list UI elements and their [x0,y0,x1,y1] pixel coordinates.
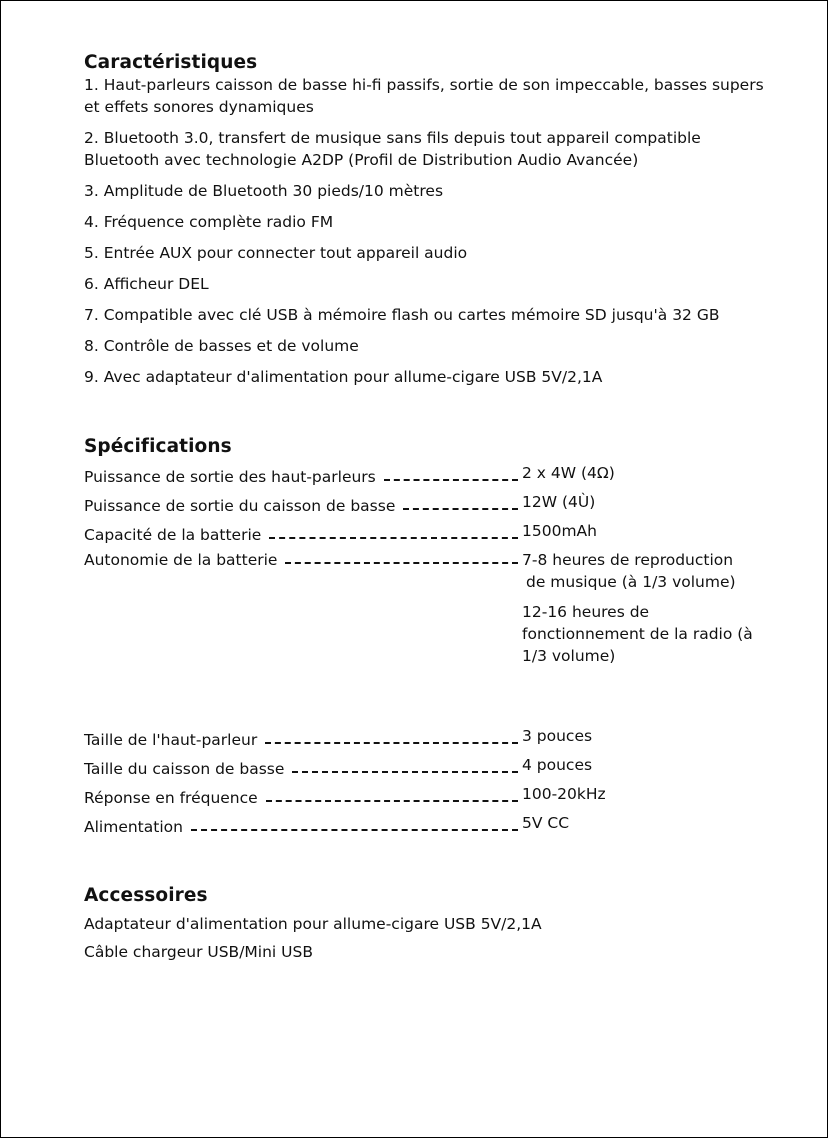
accessories-section [84,885,764,963]
spec-label: Puissance de sortie du caisson de basse [84,496,396,515]
spec-value: 100-20kHz [522,785,606,803]
specs-section [84,436,764,841]
feature-item: 3. Amplitude de Bluetooth 30 pieds/10 mètres [84,182,444,200]
accessory-item: Adaptateur d'alimentation pour allume-cigare USB 5V/2,1A [84,915,542,933]
dash-leader [285,562,518,564]
specs-heading: Spécifications [84,436,232,457]
accessories-heading: Accessoires [84,885,208,906]
dash-leader [403,508,518,510]
spec-label: Autonomie de la batterie [84,551,278,569]
spec-row [84,783,764,812]
features-section [84,52,764,388]
spec-row [84,725,764,754]
spec-value: 3 pouces [522,727,593,745]
dash-leader [191,829,518,831]
spec-value: 5V CC [522,814,570,832]
feature-item: 4. Fréquence complète radio FM [84,213,334,231]
spec-row [84,491,764,520]
spec-value: 2 x 4W (4Ω) [522,464,615,482]
feature-item: 9. Avec adaptateur d'alimentation pour allume-cigare USB 5V/2,1A [84,368,603,386]
spec-value: 4 pouces [522,756,593,774]
spec-label: Taille du caisson de basse [84,759,285,778]
feature-item: 2. Bluetooth 3.0, transfert de musique sans fils depuis tout appareil compatible Bluetooth avec technologie A2DP (Profil de Distribution Audio Avancée) [84,129,701,169]
spec-value [520,549,736,593]
feature-item: 5. Entrée AUX pour connecter tout appareil audio [84,244,468,262]
spec-row [84,520,764,549]
dash-leader [292,771,518,773]
spec-row [84,549,764,593]
spec-value-line: de musique (à 1/3 volume) [526,573,736,591]
spec-label: Taille de l'haut-parleur [84,730,258,749]
spec-label: Puissance de sortie des haut-parleurs [84,467,376,486]
dash-leader [384,479,518,481]
dash-leader [265,742,518,744]
features-heading: Caractéristiques [84,52,258,73]
spec-label: Réponse en fréquence [84,788,258,807]
spec-label: Alimentation [84,817,183,836]
spec-row [84,812,764,841]
spec-value-line: 7-8 heures de reproduction [522,551,734,569]
spec-row [84,754,764,783]
accessories-list [84,913,764,963]
accessory-item: Câble chargeur USB/Mini USB [84,943,313,961]
feature-item: 1. Haut-parleurs caisson de basse hi-fi passifs, sortie de son impeccable, basses supers et effets sonores dynamiques [84,76,764,116]
manual-content [84,52,764,963]
feature-item: 8. Contrôle de basses et de volume [84,337,359,355]
spec-value: 1500mAh [522,522,597,540]
spec-value-extra: 12-16 heures de fonctionnement de la radio (à 1/3 volume) [522,603,753,665]
features-list [84,74,764,388]
dash-leader [266,800,518,802]
spec-label: Capacité de la batterie [84,525,262,544]
spec-value: 12W (4Ù) [522,493,596,511]
feature-item: 6. Afficheur DEL [84,275,209,293]
spec-row [84,462,764,491]
dash-leader [269,537,518,539]
feature-item: 7. Compatible avec clé USB à mémoire flash ou cartes mémoire SD jusqu'à 32 GB [84,306,720,324]
